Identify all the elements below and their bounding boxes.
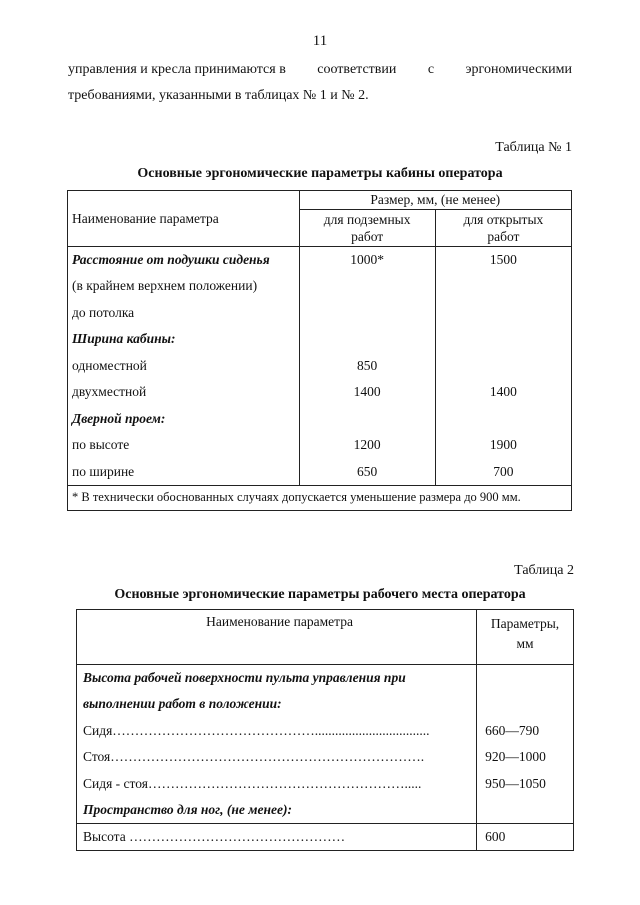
table-row: [77, 797, 574, 824]
row-open: [435, 406, 571, 433]
intro-line-1: [68, 62, 572, 78]
table1-header-param: Наименование параметра: [68, 191, 300, 247]
table1-caption: Таблица № 1: [495, 140, 572, 155]
row-name: по ширине: [68, 459, 300, 486]
header-text: работ: [487, 229, 520, 244]
table-row: [68, 300, 572, 327]
row-underground: 1400: [299, 379, 435, 406]
table-row: [77, 718, 574, 745]
table-row: [77, 771, 574, 798]
table2-header-params: [477, 610, 574, 665]
intro-word: соответствии: [317, 62, 397, 77]
row-open: [435, 273, 571, 300]
row-underground: [299, 300, 435, 327]
table-row: [68, 459, 572, 486]
table-row: [68, 353, 572, 380]
table-row: [68, 406, 572, 433]
table2-header-param: Наименование параметра: [77, 610, 477, 665]
row-open: 1900: [489, 437, 517, 453]
table1-header-row-1: [68, 191, 572, 210]
row-underground: [299, 406, 435, 433]
row-name: Пространство для ног, (не менее):: [77, 797, 477, 824]
row-name: Стоя…………………………………………………………….: [77, 744, 477, 771]
row-underground: [299, 273, 435, 300]
table2: [76, 609, 574, 851]
row-name: выполнении работ в положении:: [77, 691, 477, 718]
table1-header-open: [435, 210, 571, 247]
intro-word: с: [427, 62, 435, 77]
page-number: 11: [312, 33, 328, 49]
row-value: 600: [477, 824, 574, 851]
table-row: [68, 326, 572, 353]
table1-footnote: * В технически обоснованных случаях допускается уменьшение размера до 900 мм.: [68, 485, 572, 510]
row-value: [477, 691, 574, 718]
row-value: [477, 797, 574, 824]
intro-line-2: требованиями, указанными в таблицах № 1 и № 2.: [68, 88, 369, 103]
table-row: [68, 273, 572, 300]
table-row: [68, 247, 572, 274]
table2-title: Основные эргономические параметры рабочего места оператора: [114, 587, 526, 602]
row-name: (в крайнем верхнем положении): [68, 273, 300, 300]
row-name: Дверной проем:: [68, 406, 300, 433]
row-name: Сидя - стоя………………………………………………….....: [77, 771, 477, 798]
table-row: [68, 379, 572, 406]
table-row: [77, 744, 574, 771]
table1-title: Основные эргономические параметры кабины оператора: [137, 166, 503, 181]
table1-footnote-row: [68, 485, 572, 510]
table-row: [68, 432, 572, 459]
row-open: [435, 353, 571, 380]
intro-word: эргономическими: [465, 62, 572, 77]
row-name: одноместной: [68, 353, 300, 380]
row-open: 1500: [489, 252, 517, 267]
row-value: 660—790: [485, 722, 540, 738]
table1-header-underground: [299, 210, 435, 247]
header-text: мм: [516, 636, 534, 651]
table1-header-size-group: Размер, мм, (не менее): [299, 191, 571, 210]
table-row: [77, 691, 574, 718]
row-value: 920—1000: [485, 749, 546, 765]
row-underground: 1200: [299, 432, 435, 459]
row-name: Высота рабочей поверхности пульта управления при: [77, 665, 477, 692]
header-text: работ: [351, 229, 384, 244]
row-open: 1400: [489, 384, 517, 400]
row-value: [477, 665, 574, 692]
row-open: [435, 300, 571, 327]
header-text: для открытых: [463, 212, 544, 227]
table-row: [77, 665, 574, 692]
table2-caption: Таблица 2: [514, 563, 574, 578]
row-underground: 1000*: [299, 247, 435, 274]
row-underground: 850: [299, 353, 435, 380]
table2-header-row: [77, 610, 574, 665]
row-name: Высота …………………………………………: [77, 824, 477, 851]
row-name: Расстояние от подушки сиденья: [68, 247, 300, 274]
table1: [67, 190, 572, 511]
header-text: для подземных: [323, 212, 411, 227]
row-open: 700: [493, 463, 514, 479]
row-name: двухместной: [68, 379, 300, 406]
intro-word: управления и кресла принимаются в: [68, 62, 286, 77]
row-name: Ширина кабины:: [68, 326, 300, 353]
row-open: [435, 326, 571, 353]
table-row: [77, 824, 574, 851]
row-name: Сидя………………………………………..................................: [77, 718, 477, 745]
row-name: по высоте: [68, 432, 300, 459]
row-value: 950—1050: [485, 775, 546, 791]
row-underground: [299, 326, 435, 353]
row-underground: 650: [299, 459, 435, 486]
header-text: Параметры,: [490, 616, 560, 631]
row-name: до потолка: [68, 300, 300, 327]
